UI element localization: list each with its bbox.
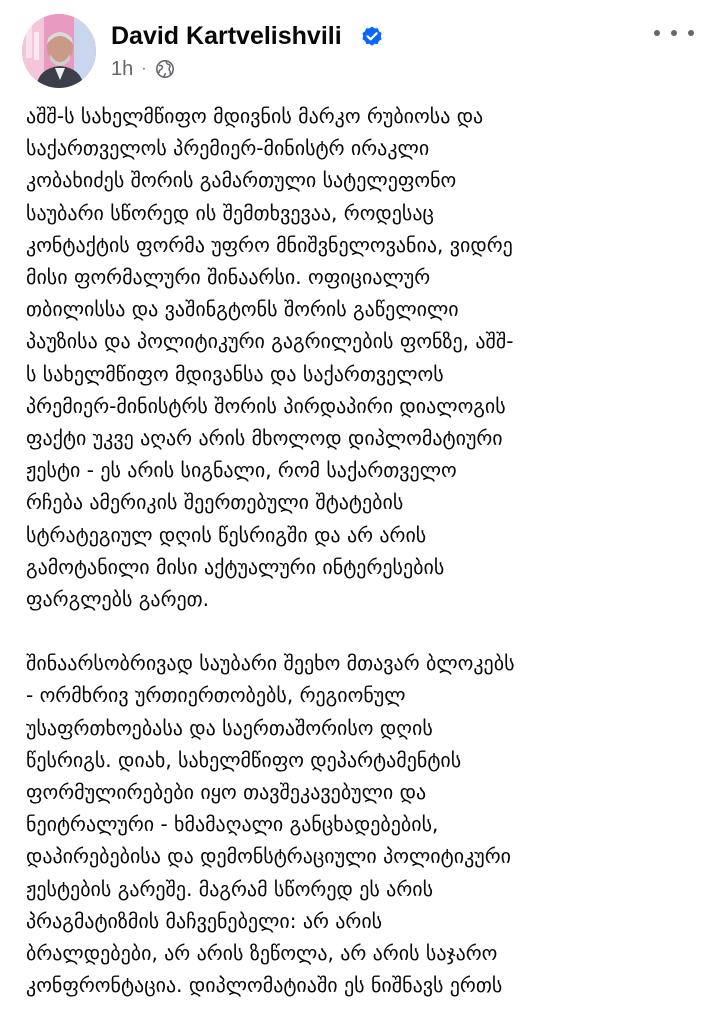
- post-text-line: დაპირებებისა და დემონსტრაციული პოლიტიკური: [26, 844, 511, 869]
- post-text-line: უსაფრთხოებასა და საერთაშორისო დღის: [26, 715, 433, 740]
- post-text-line: წესრიგს. დიახ, სახელმწიფო დეპარტამენტის: [26, 747, 462, 772]
- post-text-line: ს სახელმწიფო მდივანსა და საქართველოს: [26, 361, 444, 386]
- post-text-line: რჩება ამერიკის შეერთებული შტატების: [26, 490, 404, 515]
- post-text-line: პაუზისა და პოლიტიკური გაგრილების ფონზე, აშშ-: [26, 329, 514, 354]
- post-text-line: სტრატეგიულ დღის წესრიგში და არ არის: [26, 522, 427, 547]
- post-text-line: აშშ-ს სახელმწიფო მდივნის მარკო რუბიოსა და: [26, 104, 484, 128]
- post-text-line: კონფრონტაცია. დიპლომატიაში ეს ნიშნავს ერთს: [26, 973, 503, 998]
- post-text-line: თბილისსა და ვაშინგტონს შორის გაწელილი: [26, 297, 459, 322]
- post-text-line: საუბარი სწორედ ის შემთხვევაა, როდესაც: [26, 200, 434, 225]
- post-text-line: ჟესტების გარეშე. მაგრამ სწორედ ეს არის: [26, 876, 434, 901]
- post-text-line: მისი ფორმალური შინაარსი. ოფიციალურ: [26, 265, 431, 290]
- post-text-line: პრაგმატიზმის მაჩვენებელი: არ არის: [26, 908, 383, 933]
- post-timestamp[interactable]: 1h: [111, 57, 134, 80]
- post-text-line: კონტაქტის ფორმა უფრო მნიშვნელოვანია, ვიდრე: [26, 232, 513, 257]
- more-horizontal-icon: [671, 30, 677, 36]
- post-meta: [111, 56, 175, 82]
- more-horizontal-icon: [654, 30, 660, 36]
- post-text-line: ფაქტი უკვე აღარ არის მხოლოდ დიპლომატიური: [26, 426, 503, 451]
- post-text-line: ნეიტრალური - ხმამაღალი განცხადებების,: [26, 812, 439, 837]
- author-name[interactable]: David Kartvelishvili: [111, 22, 342, 50]
- more-horizontal-icon: [688, 30, 694, 36]
- post-text-line: - ორმხრივ ურთიერთობებს, რეგიონულ: [26, 683, 406, 708]
- post-text-line: ფარგლებს გარეთ.: [26, 587, 210, 612]
- avatar-photo: [22, 14, 96, 88]
- post-header: [0, 0, 716, 96]
- globe-icon[interactable]: [155, 59, 175, 79]
- post-text-line: ჟესტი - ეს არის სიგნალი, რომ საქართველო: [26, 458, 457, 483]
- verified-badge-icon: [360, 25, 384, 49]
- post-text-line: კობახიძეს შორის გამართული სატელეფონო: [26, 168, 457, 193]
- post-text-line: პრემიერ-მინისტრს შორის პირდაპირი დიალოგის: [26, 393, 506, 418]
- avatar[interactable]: [22, 14, 96, 88]
- post-paragraph-2: [26, 647, 698, 1001]
- post-text-line: ფორმულირებები იყო თავშეკავებული და: [26, 780, 427, 805]
- post-paragraph-1: [26, 100, 698, 615]
- post-text-line: საქართველოს პრემიერ-მინისტრ ირაკლი: [26, 136, 430, 161]
- post-text-line: შინაარსობრივად საუბარი შეეხო მთავარ ბლოკებს: [26, 651, 515, 676]
- more-options-button[interactable]: [654, 20, 694, 46]
- meta-separator: ·: [141, 60, 147, 77]
- post-body: [26, 100, 698, 1001]
- post-text-line: ბრალდებები, არ არის ზეწოლა, არ არის საჯარო: [26, 941, 498, 966]
- paragraph-gap: [26, 615, 698, 647]
- post-text-line: გამოტანილი მისი აქტუალური ინტერესების: [26, 554, 445, 579]
